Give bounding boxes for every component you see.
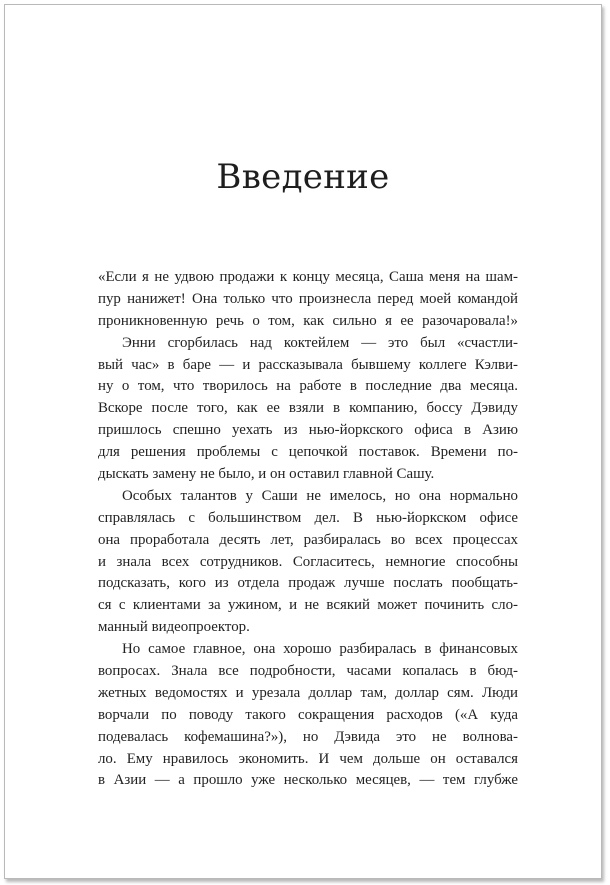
text-line: Энни сгорбилась над коктейлем — это был «счастли- [122, 334, 518, 351]
text-line: Вскоре после того, как ее взяли в компанию, боссу Дэвиду [98, 400, 518, 417]
text-line: вопросах. Знала все подробности, часами копалась в бюд- [98, 663, 518, 680]
book-page [4, 4, 602, 879]
text-line: подевалась кофемашина?»), но Дэвида это не волнова- [98, 728, 518, 745]
text-line: Особых талантов у Саши не имелось, но она нормально [122, 487, 518, 504]
text-line: и знала всех сотрудников. Согласитесь, немногие способны [98, 553, 518, 570]
text-line: для решения проблемы с цепочкой поставок. Времени по- [98, 444, 518, 461]
text-line: вый час» в баре — и рассказывала бывшему коллеге Кэлви- [98, 356, 518, 373]
text-line: ло. Ему нравилось экономить. И чем дольше он оставался [98, 750, 518, 767]
text-line: она проработала десять лет, разбиралась во всех процессах [98, 531, 518, 548]
chapter-title: Введение [216, 157, 390, 197]
text-line: проникновенную речь о том, как сильно я ее разочаровала!» [98, 312, 518, 329]
text-line: «Если я не удвою продажи к концу месяца, Саша меня на шам- [98, 269, 518, 285]
text-line: Но самое главное, она хорошо разбиралась в финансовых [122, 641, 518, 658]
chapter-body [98, 267, 518, 792]
text-line: манный видеопроектор. [98, 619, 250, 636]
text-line: подсказать, кого из отдела продаж лучше послать пообщать- [98, 575, 518, 592]
text-line: пришлось спешно уехать из нью-йоркского офиса в Азию [98, 422, 518, 439]
text-line: ну о том, что творилось на работе в последние два месяца. [98, 378, 518, 395]
text-line: в Азии — а прошло уже несколько месяцев, — тем глубже [98, 772, 518, 789]
text-line: справлялась с большинством дел. В нью-йоркском офисе [98, 509, 518, 526]
text-line: жетных ведомостях и урезала доллар там, доллар сям. Люди [98, 684, 518, 701]
text-line: дыскать замену не было, и он оставил главной Сашу. [98, 466, 435, 483]
text-line: ся с клиентами за ужином, и не всякий может починить сло- [98, 597, 518, 614]
text-line: ворчали по поводу такого сокращения расходов («А куда [98, 706, 518, 723]
text-line: пур нанижет! Она только что произнесла перед моей командой [98, 290, 518, 307]
